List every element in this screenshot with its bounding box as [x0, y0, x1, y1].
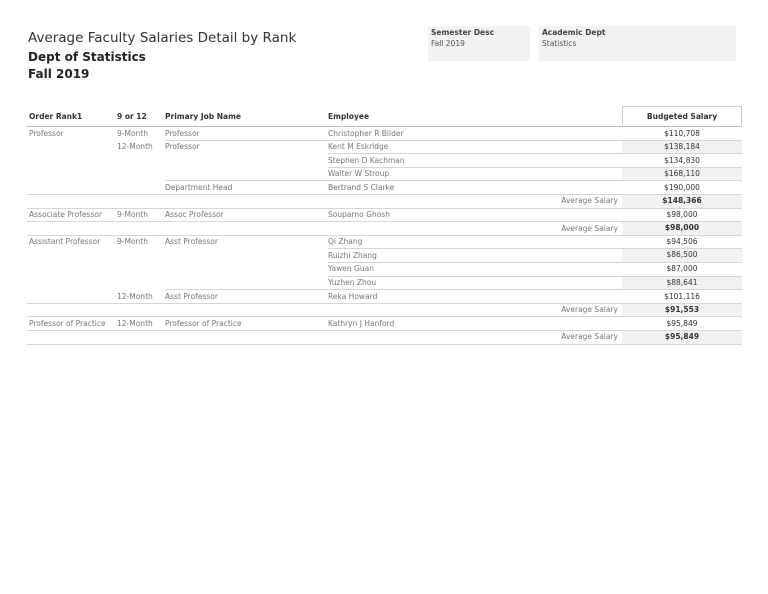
department-filter-label: Academic Dept: [542, 28, 606, 37]
table-body: [27, 127, 742, 345]
cell-salary: $190,000: [664, 182, 700, 192]
cell-rank: Professor of Practice: [29, 318, 106, 328]
cell-employee: Walter W Stroup: [328, 169, 390, 179]
cell-employee: Souparno Ghosh: [328, 210, 390, 220]
cell-job: Asst Professor: [165, 237, 218, 247]
average-row: [27, 195, 742, 208]
average-salary-label: Average Salary: [561, 223, 618, 233]
cell-job: Professor of Practice: [165, 318, 242, 328]
table-row: [27, 209, 742, 222]
cell-term: 9-Month: [117, 128, 148, 138]
department-filter[interactable]: [539, 26, 736, 61]
table-row: [27, 236, 742, 249]
department-subtitle: Dept of Statistics: [28, 50, 146, 64]
column-header-job[interactable]: Primary Job Name: [165, 112, 242, 121]
cell-term: 9-Month: [117, 237, 148, 247]
cell-job: Assoc Professor: [165, 210, 224, 220]
cell-salary: $134,830: [664, 155, 700, 165]
report-title: Average Faculty Salaries Detail by Rank: [28, 30, 297, 46]
column-header-rank[interactable]: Order Rank1: [29, 112, 83, 121]
average-salary-value: $91,553: [622, 304, 742, 317]
cell-salary: $95,849: [666, 318, 698, 328]
salary-table: [27, 106, 742, 345]
cell-salary: $98,000: [666, 210, 698, 220]
row-divider: [27, 344, 742, 345]
cell-employee: Reka Howard: [328, 291, 378, 301]
cell-rank: Assistant Professor: [29, 237, 101, 247]
cell-term: 12-Month: [117, 142, 153, 152]
average-row: [27, 304, 742, 317]
average-row: [27, 331, 742, 344]
table-row: [27, 290, 742, 303]
column-header-term[interactable]: 9 or 12: [117, 112, 147, 121]
average-salary-value: $98,000: [622, 222, 742, 235]
cell-salary: $94,506: [666, 237, 698, 247]
cell-term: 9-Month: [117, 210, 148, 220]
table-row: [27, 181, 742, 194]
average-salary-label: Average Salary: [561, 196, 618, 206]
cell-employee: Kathryn J Hanford: [328, 318, 395, 328]
cell-employee: Stephen D Kachman: [328, 155, 405, 165]
cell-employee: Yuzhen Zhou: [328, 278, 377, 288]
cell-employee: Bertrand S Clarke: [328, 182, 395, 192]
average-salary-value: $148,366: [622, 195, 742, 208]
table-row: [27, 317, 742, 330]
column-header-employee[interactable]: Employee: [328, 112, 370, 121]
cell-employee: Ruizhi Zhang: [328, 250, 377, 260]
cell-salary: $168,110: [622, 168, 742, 181]
cell-employee: Christopher R Bilder: [328, 128, 404, 138]
cell-job: Professor: [165, 142, 200, 152]
semester-filter-value[interactable]: Fall 2019: [431, 39, 465, 48]
semester-filter-label: Semester Desc: [431, 28, 495, 37]
cell-job: Asst Professor: [165, 291, 218, 301]
table-row: [27, 154, 742, 167]
cell-employee: Kent M Eskridge: [328, 142, 389, 152]
semester-filter[interactable]: [428, 26, 530, 61]
semester-subtitle: Fall 2019: [28, 67, 90, 81]
table-header: [27, 106, 742, 127]
table-row: [27, 127, 742, 140]
average-salary-value: $95,849: [622, 331, 742, 344]
table-row: [27, 141, 742, 154]
cell-salary: $86,500: [622, 249, 742, 262]
average-salary-label: Average Salary: [561, 332, 618, 342]
cell-job: Department Head: [165, 182, 233, 192]
cell-rank: Associate Professor: [29, 210, 102, 220]
table-row: [27, 168, 742, 181]
cell-term: 12-Month: [117, 318, 153, 328]
cell-employee: Yawen Guan: [328, 264, 374, 274]
table-row: [27, 249, 742, 262]
cell-job: Professor: [165, 128, 200, 138]
column-header-salary[interactable]: Budgeted Salary: [646, 112, 718, 121]
cell-salary: $87,000: [666, 264, 698, 274]
department-filter-value[interactable]: Statistics: [542, 39, 577, 48]
average-row: [27, 222, 742, 235]
average-salary-label: Average Salary: [561, 305, 618, 315]
cell-rank: Professor: [29, 128, 64, 138]
cell-employee: Qi Zhang: [328, 237, 363, 247]
cell-salary: $138,184: [622, 141, 742, 154]
table-row: [27, 277, 742, 290]
cell-term: 12-Month: [117, 291, 153, 301]
cell-salary: $88,641: [622, 277, 742, 290]
table-row: [27, 263, 742, 276]
cell-salary: $101,116: [664, 291, 700, 301]
cell-salary: $110,708: [664, 128, 700, 138]
